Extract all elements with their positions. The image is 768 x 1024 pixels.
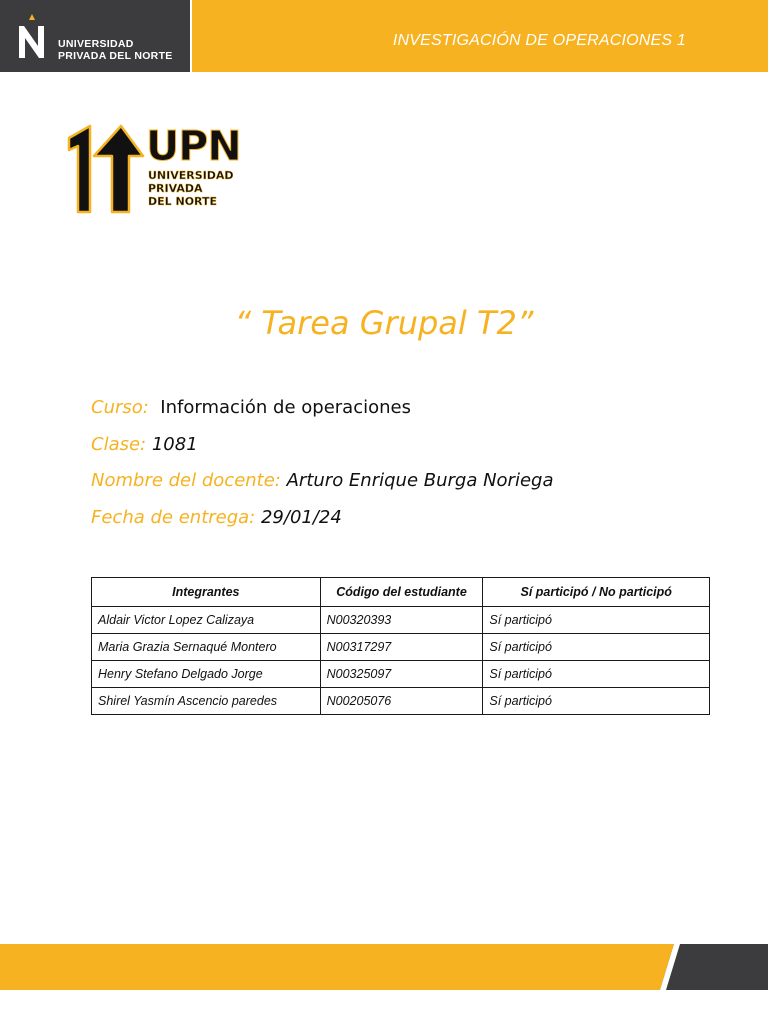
info-fecha [91, 507, 342, 528]
header-course-title: INVESTIGACIÓN DE OPERACIONES 1 [392, 32, 686, 49]
table-row [92, 634, 710, 661]
docente-label: Nombre del docente: [91, 470, 281, 491]
info-clase [91, 434, 198, 455]
university-logo-icon [16, 14, 48, 62]
member-participation: Sí participó [483, 607, 710, 634]
member-name: Maria Grazia Sernaqué Montero [92, 634, 321, 661]
curso-label: Curso: [91, 397, 149, 418]
header-university-line2: PRIVADA DEL NORTE [58, 50, 173, 62]
header-participacion: Sí participó / No participó [483, 578, 710, 607]
header-codigo: Código del estudiante [320, 578, 483, 607]
docente-value: Arturo Enrique Burga Noriega [286, 470, 554, 491]
info-docente [91, 470, 553, 491]
member-name: Henry Stefano Delgado Jorge [92, 661, 321, 688]
page-header [0, 0, 768, 72]
clase-label: Clase: [91, 434, 147, 455]
table-row [92, 688, 710, 715]
header-dark-block [0, 0, 190, 72]
members-table [91, 577, 710, 715]
upn-name-line1: UNIVERSIDAD [148, 169, 234, 182]
upn-name-line2: PRIVADA [148, 182, 203, 195]
clase-value: 1081 [151, 434, 198, 455]
header-university-name [58, 38, 173, 62]
upn-logo [66, 122, 241, 214]
member-participation: Sí participó [483, 634, 710, 661]
upn-name-line3: DEL NORTE [148, 195, 218, 208]
footer-gold-bar [0, 944, 680, 990]
member-code: N00317297 [320, 634, 483, 661]
member-participation: Sí participó [483, 661, 710, 688]
upn-arrow-icon [66, 124, 146, 214]
table-row [92, 607, 710, 634]
member-code: N00205076 [320, 688, 483, 715]
member-code: N00320393 [320, 607, 483, 634]
upn-acronym: UPN [146, 122, 241, 170]
member-name: Aldair Victor Lopez Calizaya [92, 607, 321, 634]
member-code: N00325097 [320, 661, 483, 688]
table-row [92, 661, 710, 688]
table-header-row [92, 578, 710, 607]
member-name: Shirel Yasmín Ascencio paredes [92, 688, 321, 715]
header-university-line1: UNIVERSIDAD [58, 38, 134, 50]
curso-value: Información de operaciones [160, 397, 411, 418]
fecha-label: Fecha de entrega: [91, 507, 256, 528]
fecha-value: 29/01/24 [260, 507, 342, 528]
document-title: “ Tarea Grupal T2” [234, 304, 534, 342]
member-participation: Sí participó [483, 688, 710, 715]
info-curso [91, 397, 411, 418]
upn-full-name [148, 169, 234, 208]
header-integrantes: Integrantes [92, 578, 321, 607]
